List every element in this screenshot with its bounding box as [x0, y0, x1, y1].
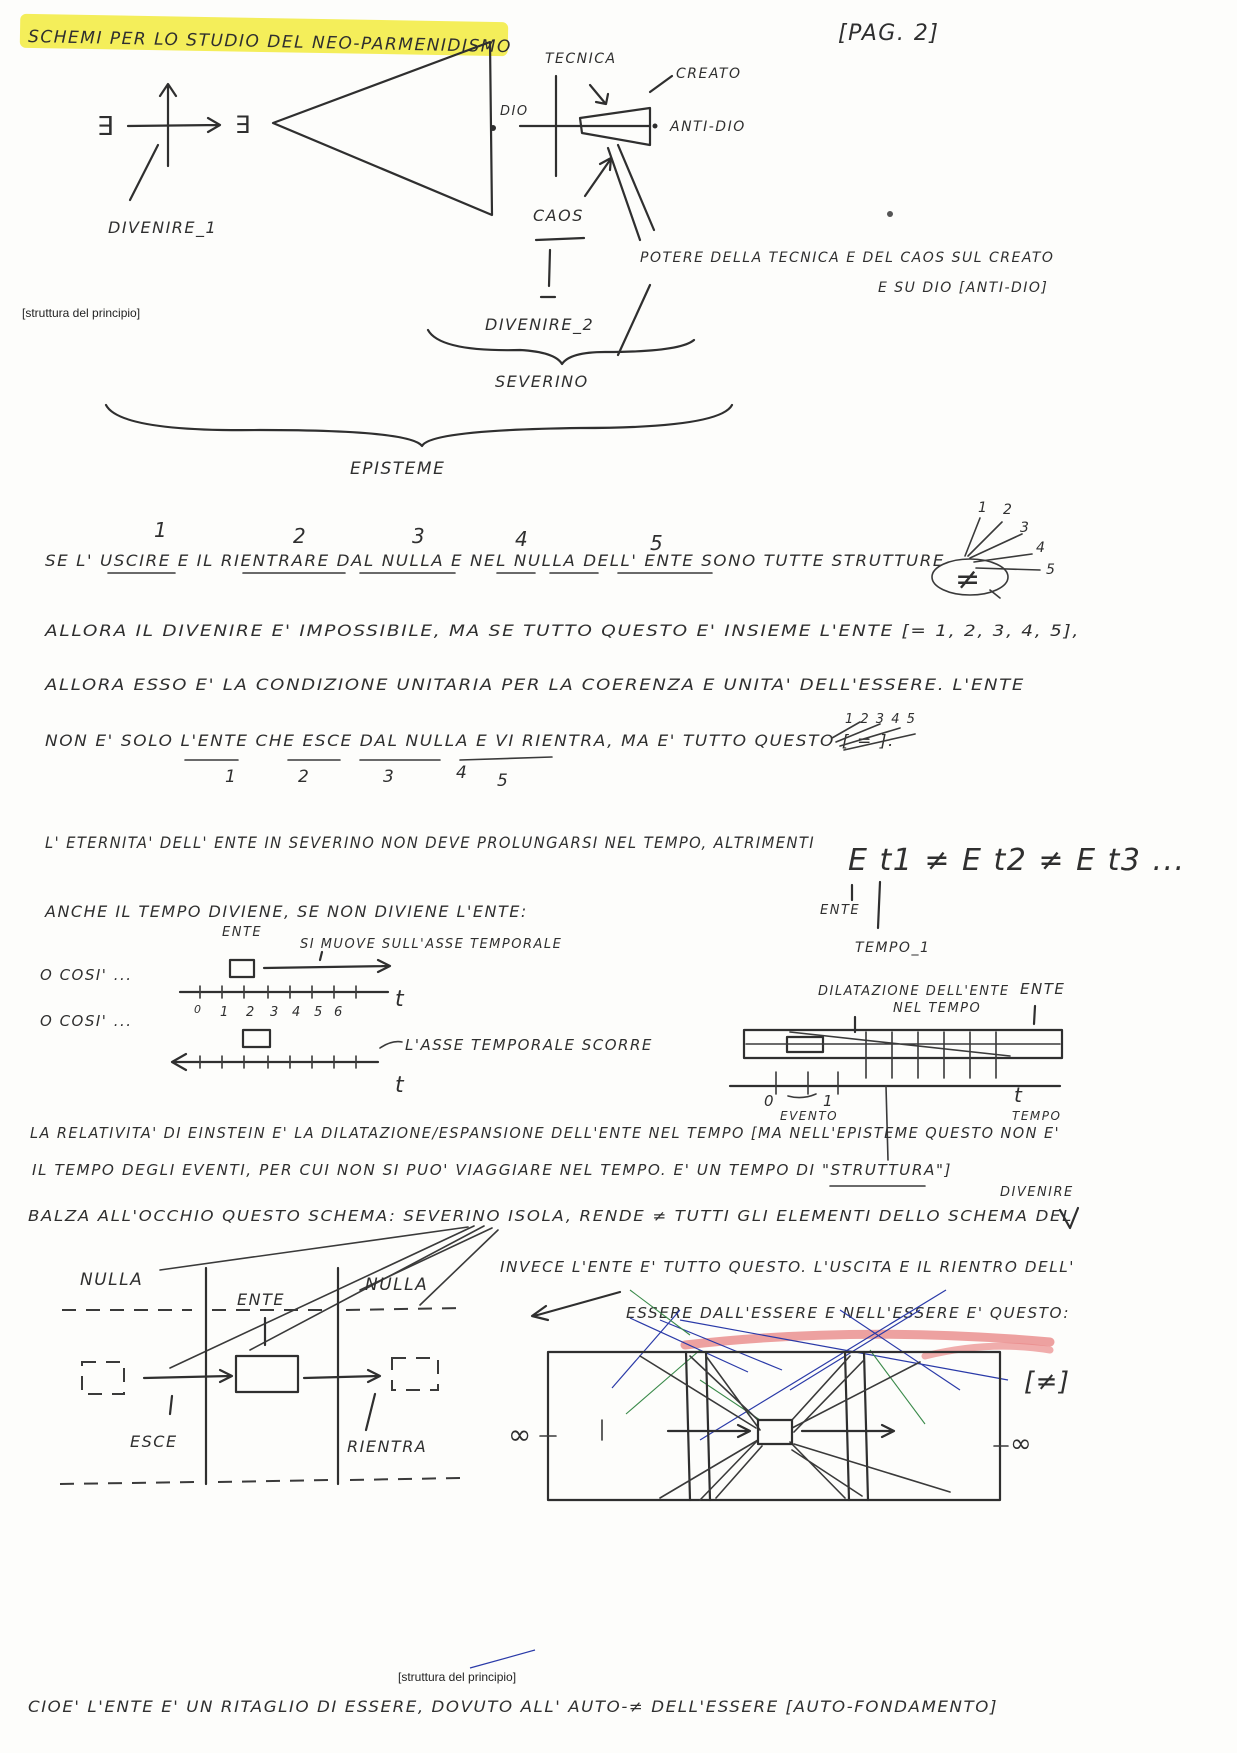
esce-label: ESCE — [130, 1432, 178, 1451]
ray-num-3: 3 — [1020, 520, 1031, 536]
evento-label: EVENTO — [780, 1109, 839, 1123]
time-axis-2 — [172, 1054, 378, 1070]
creato-label: CREATO — [676, 66, 742, 82]
page-title: SCHEMI PER LO STUDIO DEL NEO-PARMENIDISMO — [27, 27, 513, 58]
tick-2: 2 — [246, 1005, 256, 1020]
formula-tempo-1-label: TEMPO_1 — [855, 940, 931, 956]
caos-stem — [541, 250, 555, 297]
page-number: [PAG. 2] — [838, 21, 940, 46]
time-axis-2-t: t — [395, 1073, 406, 1098]
infinity-left: ∞ — [508, 1418, 533, 1451]
ray-num-1: 1 — [978, 500, 989, 516]
rientra-label: RIENTRA — [347, 1437, 428, 1456]
essere-verticals — [686, 1352, 868, 1500]
caos-underline — [536, 238, 584, 240]
ente-box-static — [243, 1030, 270, 1047]
si-muove-label: SI MUOVE SULL'ASSE TEMPORALE — [300, 937, 563, 952]
essere-frame — [548, 1352, 1000, 1500]
exists-left-symbol: ∃ — [97, 112, 115, 142]
time-ente-label: ENTE — [222, 925, 263, 940]
ray-num-4: 4 — [1036, 540, 1047, 556]
stray-dot — [887, 211, 893, 217]
para-num-4: 4 — [515, 527, 530, 551]
line4-num-3: 3 — [383, 767, 396, 787]
line4-num-5: 5 — [497, 771, 510, 791]
divenire-corner-label: DIVENIRE — [1000, 1185, 1074, 1200]
episteme-brace — [106, 405, 732, 446]
ente-right-label: ENTE — [1020, 980, 1066, 998]
paragraph-line-3: ALLORA ESSO E' LA CONDIZIONE UNITARIA PER LA COERENZA E UNITA' DELL'ESSERE. L'ENTE — [43, 675, 1025, 694]
line4-num-4: 4 — [456, 763, 469, 783]
line4-num-1: 1 — [225, 767, 238, 787]
nel-tempo-label: NEL TEMPO — [893, 1001, 982, 1016]
relativity-line-3: BALZA ALL'OCCHIO QUESTO SCHEMA: SEVERINO ISOLA, RENDE ≠ TUTTI GLI ELEMENTI DELLO SCHEMA DEL — [28, 1207, 1073, 1225]
divenire-1-pointer — [130, 145, 158, 200]
si-muove-tick — [320, 952, 322, 960]
essere-ente-box — [758, 1420, 792, 1444]
paragraph-line-1: SE L' USCIRE E IL RIENTRARE DAL NULLA E NEL NULLA DELL' ENTE SONO TUTTE STRUTTURE — [45, 551, 945, 570]
o-cosi-2-label: O COSI' ... — [40, 1012, 133, 1030]
time-axis-1-t: t — [395, 987, 406, 1012]
potere-pointer — [618, 285, 650, 355]
severino-brace — [428, 330, 694, 364]
eternity-line: L' ETERNITA' DELL' ENTE IN SEVERINO NON DEVE PROLUNGARSI NEL TEMPO, ALTRIMENTI — [45, 833, 815, 852]
dio-point — [490, 125, 496, 131]
triangle-shape — [273, 42, 492, 215]
tick-5: 5 — [314, 1005, 324, 1020]
time-axis-1-labels — [194, 1003, 344, 1020]
dilatazione-label: DILATAZIONE DELL'ENTE — [818, 984, 1010, 999]
asse-scorre-label: L'ASSE TEMPORALE SCORRE — [405, 1036, 653, 1054]
nulla-dashed-bottom — [60, 1478, 460, 1484]
para-num-5: 5 — [650, 531, 665, 555]
dilatation-t: t — [1014, 1083, 1024, 1107]
essere-line: ESSERE DALL'ESSERE E NELL'ESSERE E' QUESTO: — [626, 1304, 1070, 1322]
ente-box-moving — [230, 960, 254, 977]
tick-4: 4 — [292, 1005, 302, 1020]
paragraph-numbers — [154, 518, 664, 555]
tecnica-arrow — [590, 85, 608, 104]
caos-label: CAOS — [533, 206, 584, 225]
divenire-1-label: DIVENIRE_1 — [108, 218, 218, 237]
moving-arrow — [264, 960, 390, 972]
divenire-2-label: DIVENIRE_2 — [485, 315, 595, 334]
caption-struttura-top: [struttura del principio] — [22, 306, 141, 320]
severino-label: SEVERINO — [495, 372, 589, 391]
paragraph-line-2: ALLORA IL DIVENIRE E' IMPOSSIBILE, MA SE TUTTO QUESTO E' INSIEME L'ENTE [= 1, 2, 3, 4, 5], — [43, 621, 1081, 640]
eternity-formula: E t1 ≠ E t2 ≠ E t3 ... — [848, 843, 1186, 878]
esce-arrow — [144, 1370, 232, 1382]
anti-dio-point — [653, 124, 658, 129]
tick-0: 0 — [194, 1003, 203, 1016]
nulla-left-label: NULLA — [80, 1270, 144, 1290]
rientra-arrow — [304, 1370, 380, 1382]
bottom-ente-label: ENTE — [237, 1290, 285, 1309]
structures-neq: ≠ — [955, 562, 982, 597]
blue-green-annotations — [470, 1290, 1008, 1668]
para-num-2: 2 — [293, 524, 308, 548]
episteme-label: EPISTEME — [350, 459, 446, 479]
ray-num-5: 5 — [1046, 562, 1057, 578]
bottom-left-stems — [170, 1394, 375, 1430]
anti-dio-label: ANTI-DIO — [670, 119, 746, 135]
para-num-1: 1 — [154, 518, 169, 542]
asse-scorre-pointer — [380, 1042, 402, 1048]
invece-arrow — [532, 1292, 620, 1320]
formula-ente-label: ENTE — [820, 903, 861, 918]
closing-line: CIOE' L'ENTE E' UN RITAGLIO DI ESSERE, DOVUTO ALL' AUTO-≠ DELL'ESSERE [AUTO-FONDAMENTO] — [28, 1697, 999, 1716]
paragraph-line-4: NON E' SOLO L'ENTE CHE ESCE DAL NULLA E VI RIENTRA, MA E' TUTTO QUESTO [ = ]. — [45, 731, 896, 750]
relativity-line-2: IL TEMPO DEGLI EVENTI, PER CUI NON SI PUO' VIAGGIARE NEL TEMPO. E' UN TEMPO DI "STRUTTURA"] — [32, 1161, 953, 1179]
severino-isola-rays — [160, 1226, 498, 1368]
tick-1: 1 — [220, 1005, 230, 1020]
dilatation-one: 1 — [823, 1092, 835, 1110]
ghost-box-right — [392, 1358, 438, 1390]
o-cosi-1-label: O COSI' ... — [40, 966, 133, 984]
creato-pointer — [650, 76, 672, 92]
potere-line-2-label: E SU DIO [ANTI-DIO] — [878, 280, 1049, 296]
evento-bracket — [788, 1094, 816, 1098]
ray-num-2: 2 — [1003, 502, 1014, 518]
exists-right-symbol: ∃ — [235, 111, 252, 139]
para-num-3: 3 — [412, 524, 427, 548]
tick-3: 3 — [270, 1005, 280, 1020]
tecnica-label: TECNICA — [545, 51, 617, 67]
eq-bracket-nums: 1 2 3 4 5 — [845, 712, 917, 727]
nulla-right-label: NULLA — [365, 1275, 429, 1295]
caos-arrow — [585, 158, 611, 196]
potere-line-1-label: POTERE DELLA TECNICA E DEL CAOS SUL CREATO — [640, 250, 1055, 266]
dilatation-long-tick — [886, 1086, 888, 1160]
potere-line-2 — [618, 145, 654, 230]
line4-num-2: 2 — [298, 767, 311, 787]
neq-bracket: [≠] — [1024, 1367, 1071, 1397]
line4-underlines — [185, 757, 552, 791]
infinity-right: ∞ — [1010, 1429, 1034, 1459]
time-line: ANCHE IL TEMPO DIVIENE, SE NON DIVIENE L'ENTE: — [45, 902, 528, 921]
dilatation-zero: 0 — [764, 1092, 776, 1110]
dilatation-axis-ticks — [776, 1072, 838, 1094]
invece-line: INVECE L'ENTE E' TUTTO QUESTO. L'USCITA E IL RIENTRO DELL' — [500, 1258, 1075, 1276]
dilatation-verticals — [866, 1032, 996, 1078]
dilatation-tempo-label: TEMPO — [1012, 1109, 1062, 1123]
ghost-box-left — [82, 1362, 124, 1394]
dio-label: DIO — [500, 104, 529, 119]
caption-struttura-bottom: [struttura del principio] — [398, 1670, 517, 1684]
ente-box-center — [236, 1356, 298, 1392]
relativity-line-1: LA RELATIVITA' DI EINSTEIN E' LA DILATAZIONE/ESPANSIONE DELL'ENTE NEL TEMPO [MA NELL'EPISTEME QUESTO NON E' — [30, 1124, 1060, 1142]
tick-6: 6 — [334, 1005, 344, 1020]
exists-arrow — [128, 118, 220, 132]
